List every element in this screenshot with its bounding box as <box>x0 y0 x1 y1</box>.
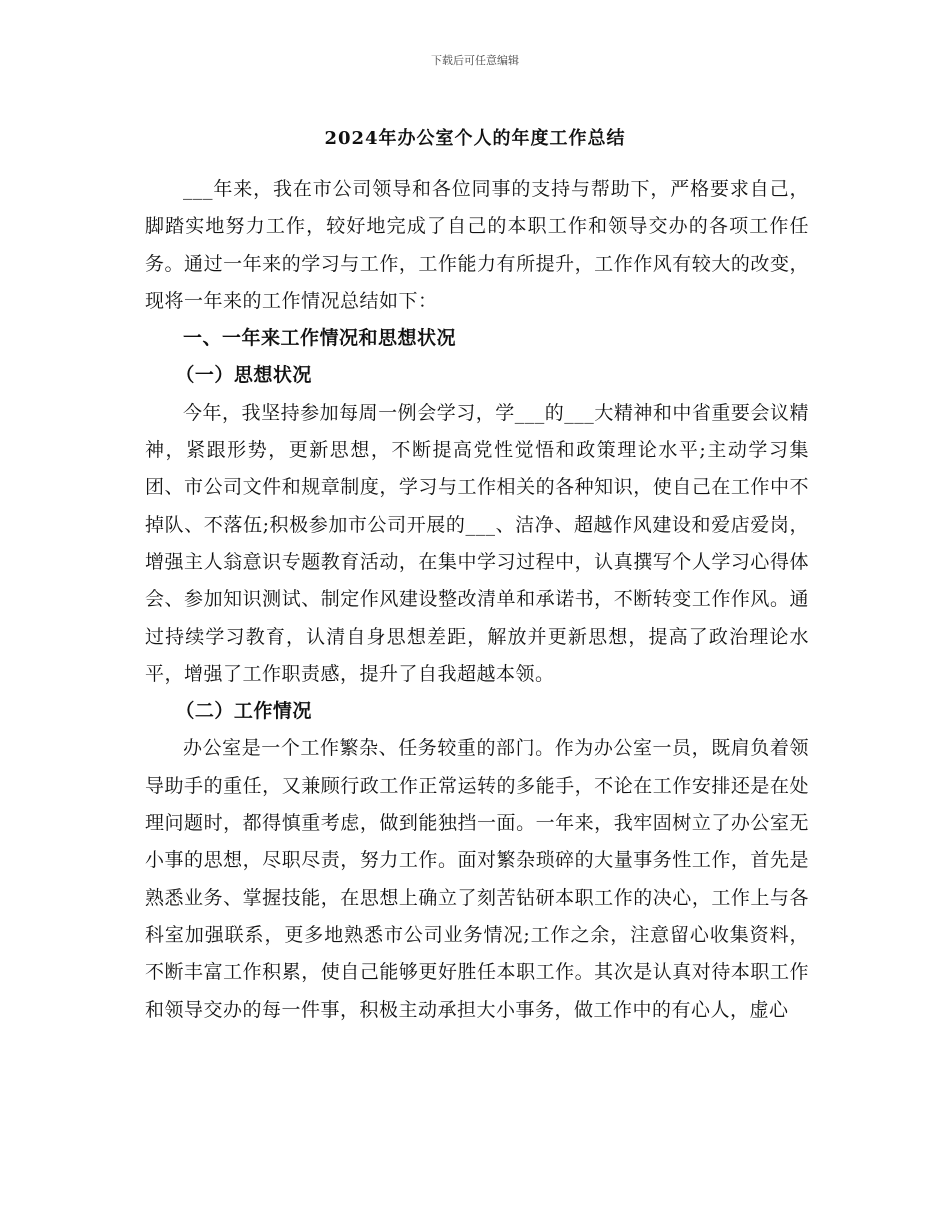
work-paragraph: 办公室是一个工作繁杂、任务较重的部门。作为办公室一员，既肩负着领导助手的重任，又兼顾行政工作正常运转的多能手，不论在工作安排还是在处理问题时，都得慎重考虑，做到能独挡一面。一年来，我牢固树立了办公室无小事的思想，尽职尽责，努力工作。面对繁杂琐碎的大量事务性工作，首先是熟悉业务、掌握技能，在思想上确立了刻苦钻研本职工作的决心，工作上与各科室加强联系，更多地熟悉市公司业务情况;工作之余，注意留心收集资料，不断丰富工作积累，使自己能够更好胜任本职工作。其次是认真对待本职工作和领导交办的每一件事，积极主动承担大小事务，做工作中的有心人，虚心 <box>145 737 809 1021</box>
document-body <box>145 171 809 1029</box>
subsection-heading-work: （二）工作情况 <box>175 700 312 723</box>
intro-paragraph: ___年来，我在市公司领导和各位同事的支持与帮助下，严格要求自己，脚踏实地努力工作，较好地完成了自己的本职工作和领导交办的各项工作任务。通过一年来的学习与工作，工作能力有所提升，工作作风有较大的改变，现将一年来的工作情况总结如下： <box>145 178 809 312</box>
page-header-note: 下载后可任意编辑 <box>431 54 519 67</box>
subsection-heading-thinking: （一）思想状况 <box>175 364 312 387</box>
section-heading-1: 一、一年来工作情况和思想状况 <box>183 327 457 350</box>
thinking-paragraph: 今年，我坚持参加每周一例会学习，学___的___大精神和中省重要会议精神，紧跟形势，更新思想，不断提高党性觉悟和政策理论水平;主动学习集团、市公司文件和规章制度，学习与工作相关的各种知识，使自己在工作中不掉队、不落伍;积极参加市公司开展的___、洁净、超越作风建设和爱店爱岗，增强主人翁意识专题教育活动，在集中学习过程中，认真撰写个人学习心得体会、参加知识测试、制定作风建设整改清单和承诺书，不断转变工作作风。通过持续学习教育，认清自身思想差距，解放并更新思想，提高了政治理论水平，增强了工作职责感，提升了自我超越本领。 <box>145 401 809 685</box>
document-title: 2024年办公室个人的年度工作总结 <box>324 128 626 149</box>
